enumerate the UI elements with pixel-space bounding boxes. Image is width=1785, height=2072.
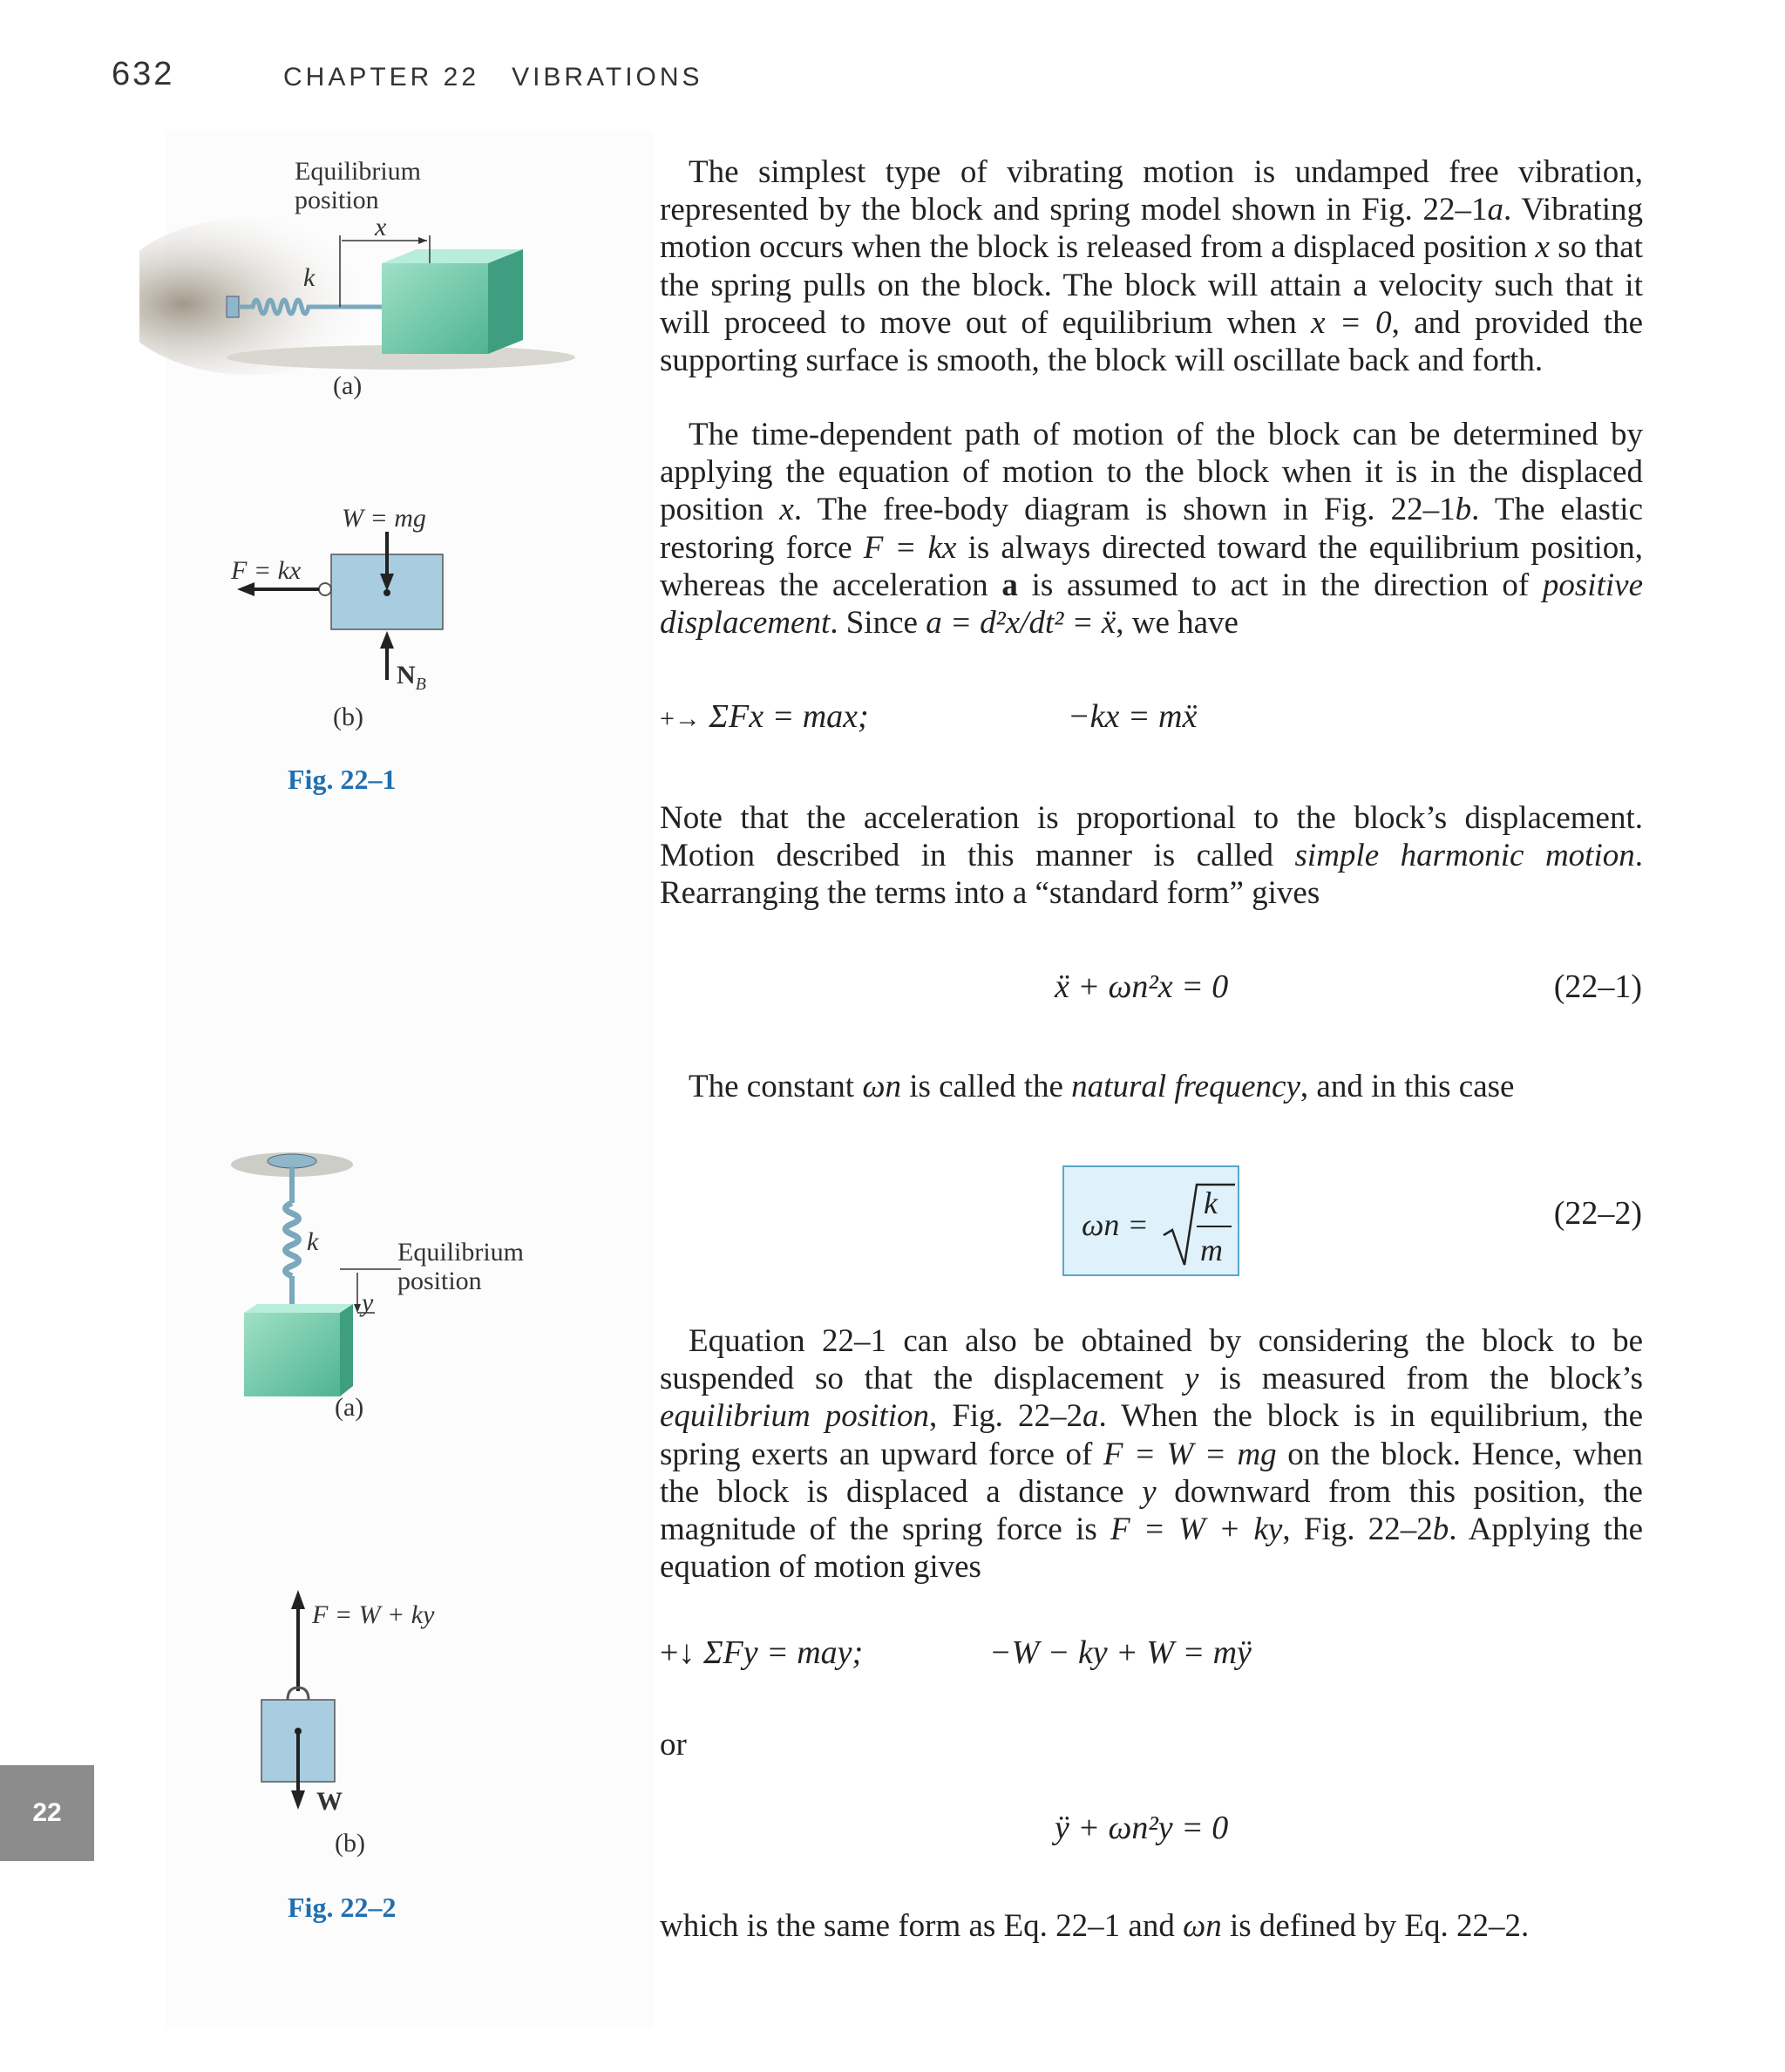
equation-22-1: ẍ + ωn²x = 0 (1055, 968, 1229, 1005)
fig1b-spring-force-label: F = kx (231, 556, 302, 585)
fig22-1a-illustration (139, 209, 575, 375)
chapter-title: VIBRATIONS (512, 63, 703, 92)
fig2a-sub-label: (a) (335, 1393, 364, 1422)
fbd-hook (319, 583, 331, 595)
fig1a-equilibrium-label: Equilibrium position (295, 157, 421, 214)
section-tab: 22 (0, 1765, 94, 1861)
fig1a-sub-label: (a) (333, 371, 363, 400)
block-front (382, 263, 488, 354)
weight-arrowhead-2 (291, 1790, 305, 1810)
paragraph-simple-harmonic: Note that the acceleration is proportional to the block’s displacement. Motion described in this manner is called simple harmonic motion. Rearranging the terms into a “standard form” gives (660, 800, 1643, 912)
equation-22-2-box (1062, 1165, 1239, 1276)
paragraph-equation-of-motion: The time-dependent path of motion of the block can be determined by applying the equation of motion to the block when it is in the displaced position x. The free-body diagram is shown in Fig. 22–1b. The elastic restoring force F = kx is always directed toward the equilibrium position, whereas the acceleration a is assumed to act in the direction of positive displacement. Since a = d²x/dt² = ẍ, we have (660, 417, 1643, 642)
fig22-1-caption: Fig. 22–1 (288, 764, 397, 795)
margin-column (166, 131, 654, 2028)
page-number: 632 (112, 56, 175, 92)
paragraph-natural-frequency: The constant ωn is called the natural frequency, and in this case (689, 1069, 1515, 1104)
wall-anchor (227, 296, 239, 317)
eq2-denominator: m (1200, 1233, 1223, 1267)
fig2a-k-label: k (307, 1227, 319, 1256)
or-text: or (660, 1727, 687, 1763)
equation-22-1-number: (22–1) (1553, 968, 1642, 1005)
paragraph-undamped-free-vibration: The simplest type of vibrating motion is undamped free vibration, represented by the block and spring model shown in Fig. 22–1a. Vibrating motion occurs when the block is released from a displaced position x so that the spring pulls on the block. The block will attain a velocity such that it will proceed to move out of equilibrium when x = 0, and provided the supporting surface is smooth, the block will oscillate back and forth. (660, 154, 1644, 379)
fig2a-y-label: y (362, 1288, 374, 1317)
equation-sum-fx: +→ ΣFx = max; (660, 698, 869, 735)
vertical-spring-coil (286, 1203, 299, 1276)
equation-w-ky: −W − ky + W = mÿ (989, 1634, 1252, 1671)
fig1a-k-label: k (303, 263, 316, 292)
fig2b-weight-label: W (316, 1787, 343, 1816)
equation-sum-fy: +↓ ΣFy = may; (660, 1634, 864, 1671)
spring-force-arrowhead-2 (291, 1590, 305, 1609)
paragraph-suspended-block: Equation 22–1 can also be obtained by considering the block to be suspended so that the displacement y is measured from the block’s equilibrium position, Fig. 22–2a. When the block is in equilibrium, the spring exerts an upward force of F = W = mg on the block. Hence, when the block is displaced a distance y downward from this position, the magnitude of the spring force is F = W + ky, Fig. 22–2b. Applying the equation of motion gives (660, 1323, 1644, 1586)
fig1b-normal-label: $N_B$ (397, 661, 426, 694)
fig22-2-caption: Fig. 22–2 (288, 1892, 397, 1923)
block2-top (244, 1304, 353, 1313)
eq2-numerator: k (1204, 1185, 1218, 1220)
block2-side (340, 1304, 353, 1396)
chapter-label: CHAPTER 22 (283, 63, 480, 92)
fig2b-spring-force-label: F = W + ky (312, 1600, 435, 1629)
fig2b-sub-label: (b) (335, 1829, 365, 1858)
fig1b-weight-label: W = mg (342, 504, 426, 533)
normal-force-arrowhead (380, 631, 394, 649)
paragraph-same-form: which is the same form as Eq. 22–1 and ωn is defined by Eq. 22–2. (660, 1908, 1530, 1944)
equation-kx: −kx = mẍ (1068, 698, 1198, 735)
plus-right-arrow-icon: +→ (660, 704, 701, 733)
fig22-1b-free-body-diagram (227, 523, 462, 697)
fig1a-x-label: x (375, 213, 387, 241)
fig22-2a-illustration (227, 1142, 401, 1412)
block-side (488, 249, 523, 354)
running-head (283, 63, 703, 92)
fig1b-sub-label: (b) (333, 703, 363, 731)
equation-y-harmonic: ÿ + ωn²y = 0 (1055, 1810, 1229, 1846)
fig2a-equilibrium-label: Equilibrium position (397, 1238, 524, 1295)
block2-front (244, 1313, 340, 1396)
eq2-lhs: ωn = (1082, 1207, 1149, 1242)
plus-down-arrow-icon: +↓ (660, 1634, 696, 1671)
ceiling-mount (268, 1154, 316, 1168)
equation-22-2-number: (22–2) (1553, 1195, 1642, 1232)
